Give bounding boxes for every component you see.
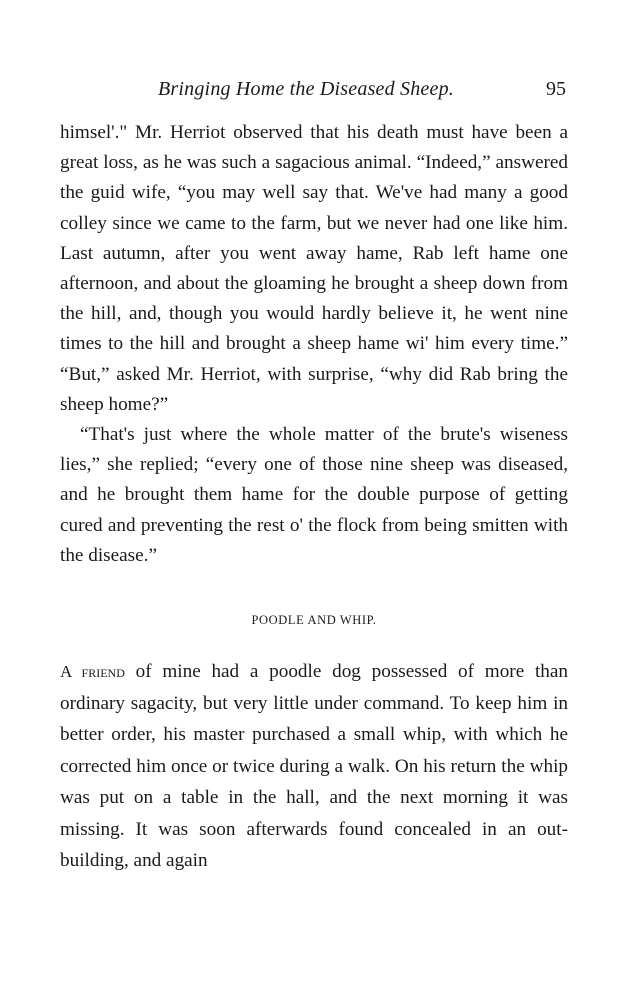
page-number: 95 xyxy=(546,78,566,100)
running-title: Bringing Home the Diseased Sheep. xyxy=(158,78,454,100)
body-text xyxy=(60,118,568,571)
paragraph: “That's just where the whole matter of the brute's wiseness lies,” she replied; “every one of those nine sheep was diseased, and he brought them hame for the double purpose of getting cured and preventing the rest o' the flock from being smitten with the disease.” xyxy=(60,424,568,566)
running-head xyxy=(60,78,568,112)
lead-words: A friend xyxy=(60,662,125,682)
section-paragraph-text: of mine had a poodle dog possessed of more than ordinary sagacity, but very little under command. To keep him in better order, his master purchased a small whip, with which he corrected him once or twice during a walk. On his return the whip was put on a table in the hall, and the next morning it was missing. It was soon afterwards found concealed in an out-building, and again xyxy=(60,661,568,872)
section-heading: POODLE AND WHIP. xyxy=(251,613,377,628)
paragraph-continued: himsel'." Mr. Herriot observed that his death must have been a great loss, as he was such a sagacious animal. “Indeed,” answered the guid wife, “you may well say that. We've had many a good colley since we came to the farm, but we never had one like him. Last autumn, after you went away hame, Rab left hame one afternoon, and about the gloaming he brought a sheep down from the hill, and, though you would hardly believe it, he went nine times to the hill and brought a sheep hame wi' him every time.” “But,” asked Mr. Herriot, with surprise, “why did Rab bring the sheep home?” xyxy=(60,122,568,415)
section-body-text xyxy=(60,656,568,877)
book-page xyxy=(60,78,568,877)
section-paragraph xyxy=(60,656,568,877)
